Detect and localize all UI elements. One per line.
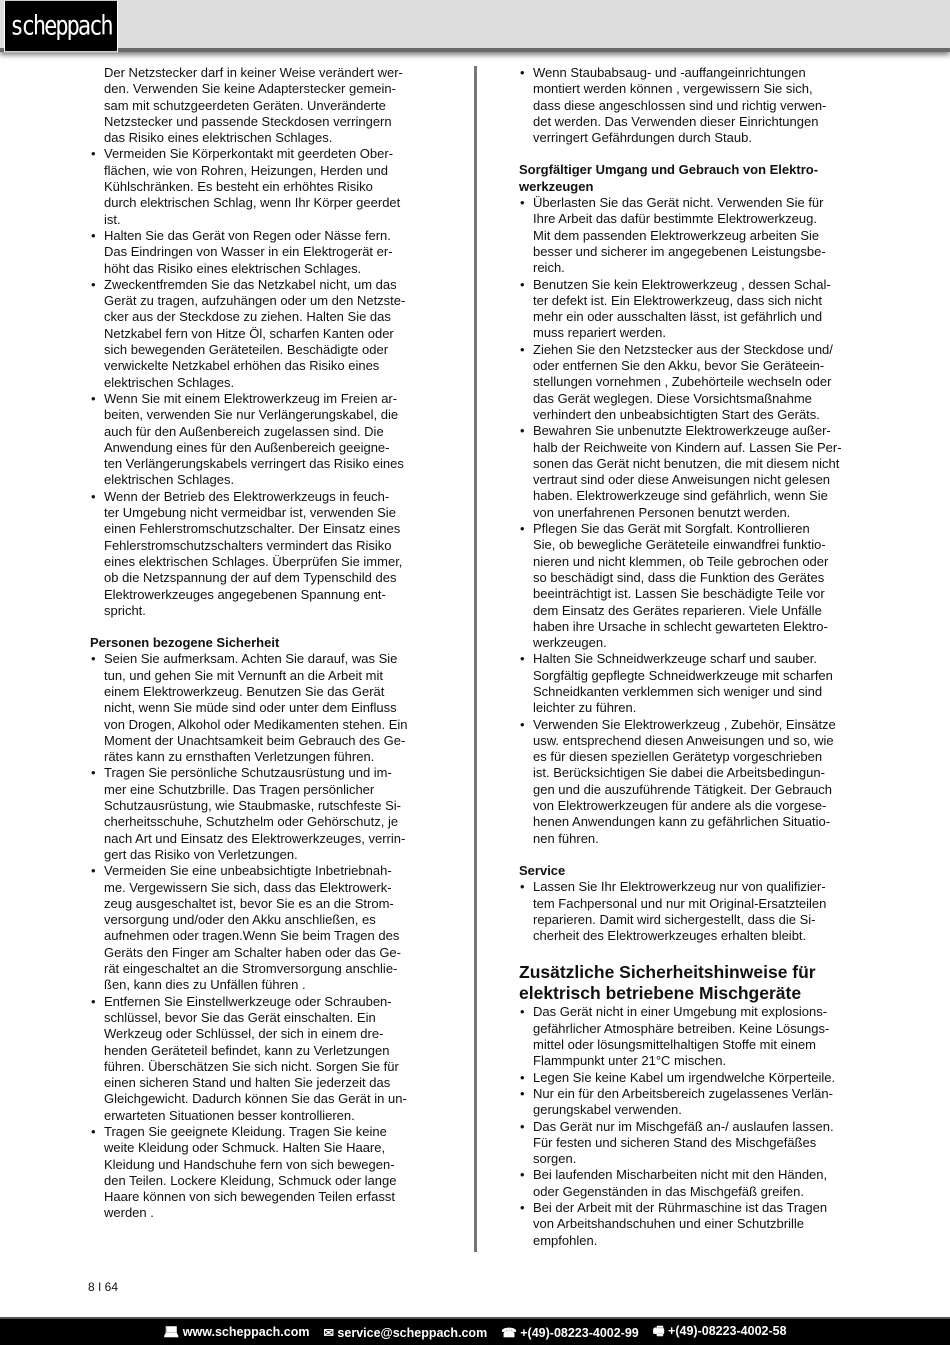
footer-email[interactable]: ✉ service@scheppach.com [323, 1325, 488, 1340]
list-item: • Pflegen Sie das Gerät mit Sorgfalt. Kontrollieren Sie, ob bewegliche Geräteteile einwandfrei funktio- nieren und nicht klemmen, ob Teile gebrochen oder so beschädigt sind, dass die Funktion des Gerätes beeinträchtigt ist. Lassen Sie beschädigte Teile vor dem Einsatz des Gerätes reparieren. Viele Unfälle haben ihre Ursache in schlecht gewarteten Elektro- werkzeugen. [519, 521, 864, 651]
fax-icon: 🖷︎ [652, 1323, 665, 1338]
list-item: • Das Gerät nur im Mischgefäß an-/ auslaufen lassen. Für festen und sicheren Stand des Mischgefäßes sorgen. [519, 1119, 864, 1168]
list-item: • Legen Sie keine Kabel um irgendwelche Körperteile. [519, 1070, 864, 1086]
phone-icon: ☎ [501, 1325, 517, 1340]
list-service [519, 879, 864, 944]
scheppach-logo: scheppach [4, 0, 118, 52]
page-number: 8 I 64 [88, 1280, 119, 1294]
list-personal-safety [90, 651, 435, 1221]
list-item: • Bei laufenden Mischarbeiten nicht mit den Händen, oder Gegenständen in das Mischgefäß greifen. [519, 1167, 864, 1200]
footer-web[interactable]: 💻︎ www.scheppach.com [163, 1324, 310, 1339]
list-item: • Überlasten Sie das Gerät nicht. Verwenden Sie für Ihre Arbeit das dafür bestimmte Elektrowerkzeug. Mit dem passenden Elektrowerkzeug arbeiten Sie besser und sicherer im angegebenen Leistungsbe- reich. [519, 195, 864, 276]
paragraph-intro: Der Netzstecker darf in keiner Weise verändert wer- den. Verwenden Sie keine Adapterstecker gemein- sam mit schutzgeerdeten Geräten. Unveränderte Netzstecker und passende Steckdosen verringern das Risiko eines elektrischen Schlages. [104, 65, 403, 146]
list-item: • Seien Sie aufmerksam. Achten Sie darauf, was Sie tun, und gehen Sie mit Vernunft an die Arbeit mit einem Elektrowerkzeug. Benutzen Sie das Gerät nicht, wenn Sie müde sind oder unter dem Einfluss von Drogen, Alkohol oder Medikamenten stehen. Ein Moment der Unachtsamkeit beim Gebrauch des Ge- rätes kann zu ernsthaften Verletzungen führen. [90, 651, 435, 765]
list-item: • Lassen Sie Ihr Elektrowerkzeug nur von qualifizier- tem Fachpersonal und nur mit Original-Ersatzteilen reparieren. Damit wird sichergestellt, dass die Si- cherheit des Elektrowerkzeuges erhalten bleibt. [519, 879, 864, 944]
list-item: • Ziehen Sie den Netzstecker aus der Steckdose und/ oder entfernen Sie den Akku, bevor Sie Geräteein- stellungen vornehmen , Zubehörteile wechseln oder das Gerät weglegen. Diese Vorsichtsmaßnahme verhindert den unbeabsichtigten Start des Geräts. [519, 342, 864, 423]
heading-tool-use: Sorgfältiger Umgang und Gebrauch von Elektro- werkzeugen [519, 162, 819, 194]
heading-personal-safety: Personen bezogene Sicherheit [90, 635, 280, 651]
list-item: • Vermeiden Sie Körperkontakt mit geerdeten Ober- flächen, wie von Rohren, Heizungen, Herden und Kühlschränken. Es besteht ein erhöhtes Risiko durch elektrischen Schlag, wenn Ihr Körper geerdet ist. [90, 146, 435, 227]
list-item: • Tragen Sie geeignete Kleidung. Tragen Sie keine weite Kleidung oder Schmuck. Halten Sie Haare, Kleidung und Handschuhe fern von sich bewegen- den Teilen. Lockere Kleidung, Schmuck oder lange Haare können von sich bewegenden Teilen erfasst werden . [90, 1124, 435, 1222]
list-mixer-safety [519, 1004, 864, 1248]
mail-icon: ✉ [323, 1325, 334, 1340]
right-column [519, 65, 864, 1249]
list-item: • Wenn Sie mit einem Elektrowerkzeug im Freien ar- beiten, verwenden Sie nur Verlängerungskabel, die auch für den Außenbereich zugelassen sind. Die Anwendung eines für den Außenbereich geeigne- ten Verlängerungskabels verringert das Risiko eines elektrischen Schlages. [90, 391, 435, 489]
list-item: • Halten Sie Schneidwerkzeuge scharf und sauber. Sorgfältig gepflegte Schneidwerkzeuge mit scharfen Schneidkanten verklemmen sich weniger und sind leichter zu führen. [519, 651, 864, 716]
list-tool-use [519, 195, 864, 847]
column-divider [474, 66, 477, 1252]
list-item: • Vermeiden Sie eine unbeabsichtigte Inbetriebnah- me. Vergewissern Sie sich, dass das Elektrowerk- zeug ausgeschaltet ist, bevor Sie es an die Strom- versorgung und/oder den Akku anschließen, es aufnehmen oder tragen.Wenn Sie beim Tragen des Geräts den Finger am Schalter haben oder das Ge- rät eingeschaltet an die Stromversorgung anschlie- ßen, kann dies zu Unfällen führen . [90, 863, 435, 993]
list-item: • Bewahren Sie unbenutzte Elektrowerkzeuge außer- halb der Reichweite von Kindern auf. Lassen Sie Per- sonen das Gerät nicht benutzen, die mit diesem nicht vertraut sind oder diese Anweisungen nicht gelesen haben. Elektrowerkzeuge sind gefährlich, wenn Sie von unerfahrenen Personen benutzt werden. [519, 423, 864, 521]
list-dust [519, 65, 864, 146]
footer-fax: 🖷︎ +(49)-08223-4002-58 [652, 1323, 787, 1338]
list-item: • Wenn Staubabsaug- und -auffangeinrichtungen montiert werden können , vergewissern Sie sich, dass diese angeschlossen sind und richtig verwen- det werden. Das Verwenden dieser Einrichtungen verringert Gefährdungen durch Staub. [519, 65, 864, 146]
list-item: • Bei der Arbeit mit der Rührmaschine ist das Tragen von Arbeitshandschuhen und einer Schutzbrille empfohlen. [519, 1200, 864, 1249]
list-electrical-safety [90, 146, 435, 619]
list-item: • Benutzen Sie kein Elektrowerkzeug , dessen Schal- ter defekt ist. Ein Elektrowerkzeug, dass sich nicht mehr ein oder ausschalten lässt, ist gefährlich und muss repariert werden. [519, 277, 864, 342]
page-footer [0, 1317, 950, 1345]
page-header [0, 0, 950, 52]
list-item: • Nur ein für den Arbeitsbereich zugelassenes Verlän- gerungskabel verwenden. [519, 1086, 864, 1119]
list-item: • Halten Sie das Gerät von Regen oder Nässe fern. Das Eindringen von Wasser in ein Elektrogerät er- höht das Risiko eines elektrischen Schlages. [90, 228, 435, 277]
list-item: • Wenn der Betrieb des Elektrowerkzeugs in feuch- ter Umgebung nicht vermeidbar ist, verwenden Sie einen Fehlerstromschutzschalter. Der Einsatz eines Fehlerstromschutzschalters vermindert das Risiko eines elektrischen Schlages. Überprüfen Sie immer, ob die Netzspannung der auf dem Typenschild des Elektrowerkzeuges angegebenen Spannung ent- spricht. [90, 489, 435, 619]
list-item: • Das Gerät nicht in einer Umgebung mit explosions- gefährlicher Atmosphäre betreiben. Keine Lösungs- mittel oder lösungsmittelhaltigen Stoffe mit einem Flammpunkt unter 21°C mischen. [519, 1004, 864, 1069]
computer-icon: 💻︎ [163, 1324, 180, 1339]
left-column [90, 65, 435, 1222]
list-item: • Zweckentfremden Sie das Netzkabel nicht, um das Gerät zu tragen, aufzuhängen oder um den Netzste- cker aus der Steckdose zu ziehen. Halten Sie das Netzkabel fern von Hitze Öl, scharfen Kanten oder sich bewegenden Geräteteilen. Beschädigte oder verwickelte Netzkabel erhöhen das Risiko eines elektrischen Schlages. [90, 277, 435, 391]
list-item: • Entfernen Sie Einstellwerkzeuge oder Schrauben- schlüssel, bevor Sie das Gerät einschalten. Ein Werkzeug oder Schlüssel, der sich in einem dre- henden Geräteteil befindet, kann zu Verletzungen führen. Überschätzen Sie sich nicht. Sorgen Sie für einen sicheren Stand und halten Sie jederzeit das Gleichgewicht. Dadurch können Sie das Gerät in un- erwarteten Situationen besser kontrollieren. [90, 994, 435, 1124]
heading-service: Service [519, 862, 566, 878]
footer-phone: ☎ +(49)-08223-4002-99 [501, 1325, 639, 1340]
list-item: • Verwenden Sie Elektrowerkzeug , Zubehör, Einsätze usw. entsprechend diesen Anweisungen und so, wie es für diesen speziellen Gerätetyp vorgeschrieben ist. Berücksichtigen Sie dabei die Arbeitsbedingun- gen und die auszuführende Tätigkeit. Der Gebrauch von Elektrowerkzeugen für andere als die vorgese- henen Anwendungen kann zu gefährlichen Situatio- nen führen. [519, 717, 864, 847]
list-item: • Tragen Sie persönliche Schutzausrüstung und im- mer eine Schutzbrille. Das Tragen persönlicher Schutzausrüstung, wie Staubmaske, rutschfeste Si- cherheitsschuhe, Schutzhelm oder Gehörschutz, je nach Art und Einsatz des Elektrowerkzeuges, verrin- gert das Risiko von Verletzungen. [90, 765, 435, 863]
heading-mixer-safety: Zusätzliche Sicherheitshinweise für elektrisch betriebene Mischgeräte [519, 962, 816, 1004]
